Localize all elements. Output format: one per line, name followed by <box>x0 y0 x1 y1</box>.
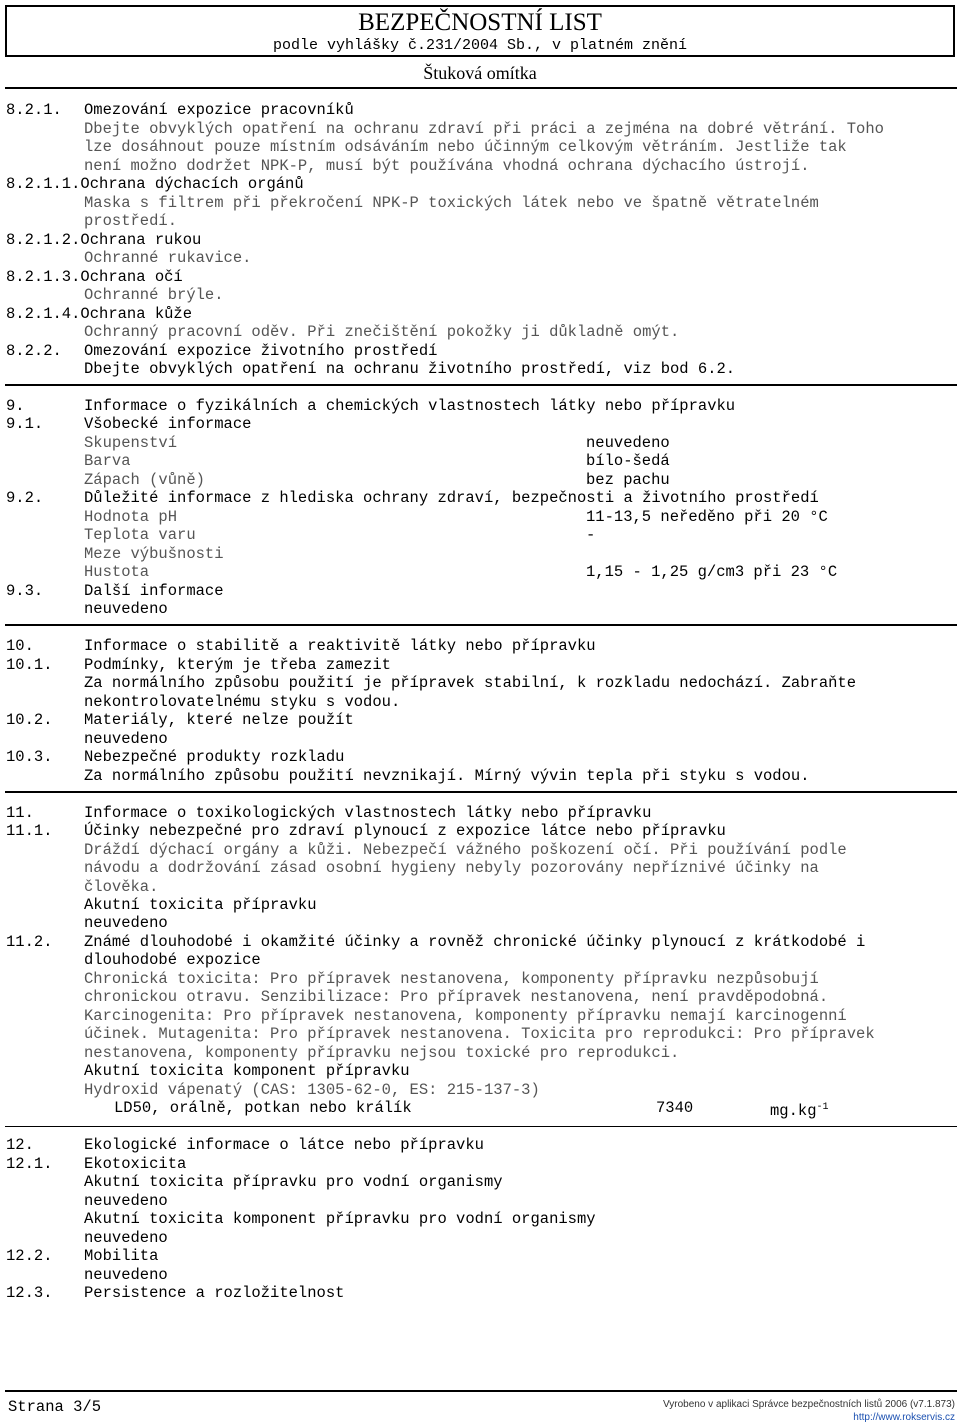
section-text: Chronická toxicita: Pro přípravek nestanovena, komponenty přípravku nezpůsobují <box>84 970 819 988</box>
section-number: 8.2.1. <box>6 101 62 119</box>
product-name: Štuková omítka <box>423 63 537 83</box>
section-text: Ochranné brýle. <box>84 286 224 304</box>
section-text: Maska s filtrem při překročení NPK-P toxických látek nebo ve špatně větratelném <box>84 194 819 212</box>
section-number: 12.1. <box>6 1155 53 1173</box>
footer-link[interactable]: http://www.rokservis.cz <box>853 1412 955 1423</box>
section-heading: Důležité informace z hlediska ochrany zdraví, bezpečnosti a životního prostředí <box>84 489 819 507</box>
section-number: 12. <box>6 1136 34 1154</box>
section-text: člověka. <box>84 878 159 896</box>
section-text: Za normálního způsobu použití nevznikají. Mírný vývin tepla při styku s vodou. <box>84 767 810 785</box>
footer-credit <box>663 1398 955 1424</box>
section-number: 10.1. <box>6 656 53 674</box>
section-heading: Nebezpečné produkty rozkladu <box>84 748 345 766</box>
property-value: bez pachu <box>586 471 670 489</box>
section-text: neuvedeno <box>84 1192 168 1210</box>
section-text: neuvedeno <box>84 730 168 748</box>
section-text: Dráždí dýchací orgány a kůži. Nebezpečí vážného poškození očí. Při používání podle <box>84 841 847 859</box>
section-text: Dbejte obvyklých opatření na ochranu životního prostředí, viz bod 6.2. <box>84 360 736 378</box>
document-header <box>5 5 955 57</box>
section-number: 10.2. <box>6 711 53 729</box>
ld50-value: 7340 <box>656 1099 694 1117</box>
ld50-unit: $mg.kg^{-1}$ <box>770 1102 829 1121</box>
section-number: 12.2. <box>6 1247 53 1265</box>
section-text: neuvedeno <box>84 1266 168 1284</box>
section-text: návodu a dodržování zásad osobní hygieny nebyly pozorovány nepříznivé účinky na <box>84 859 819 877</box>
section-number: 9.2. <box>6 489 44 507</box>
section-heading: Podmínky, kterým je třeba zamezit <box>84 656 391 674</box>
subsection-heading: Akutní toxicita přípravku <box>84 896 317 914</box>
section-text: nekontrolovatelnému styku s vodou. <box>84 693 401 711</box>
section-number: 9.1. <box>6 415 44 433</box>
section-heading: 8.2.1.2.Ochrana rukou <box>6 231 202 249</box>
property-label: Skupenství <box>84 434 178 452</box>
property-label: Hodnota pH <box>84 508 178 526</box>
section-text: Ochranný pracovní oděv. Při znečištění pokožky ji důkladně omýt. <box>84 323 680 341</box>
section-text: neuvedeno <box>84 914 168 932</box>
property-label: Teplota varu <box>84 526 196 544</box>
section-divider <box>5 791 957 793</box>
document-title: BEZPEČNOSTNÍ LIST <box>358 9 602 36</box>
property-label: Hustota <box>84 563 150 581</box>
section-heading: Materiály, které nelze použít <box>84 711 354 729</box>
section-number: 8.2.2. <box>6 342 62 360</box>
section-heading: Omezování expozice pracovníků <box>84 101 354 119</box>
header-divider <box>5 87 957 89</box>
section-divider <box>5 1126 957 1127</box>
generator-text: Vyrobeno v aplikaci Správce bezpečnostních listů 2006 (v7.1.873) <box>662 1399 955 1410</box>
section-heading: Omezování expozice životního prostředí <box>84 342 438 360</box>
section-text: prostředí. <box>84 212 178 230</box>
section-heading: Všobecké informace <box>84 415 252 433</box>
section-number: 12.3. <box>6 1284 53 1302</box>
document-subtitle: podle vyhlášky č.231/2004 Sb., v platném znění <box>272 37 688 54</box>
section-text: chronickou otravu. Senzibilizace: Pro přípravek nestanovena, není pravděpodobná. <box>84 988 829 1006</box>
property-label: Barva <box>84 452 131 470</box>
section-number: 11.2. <box>6 933 53 951</box>
subsection-heading: Akutní toxicita komponent přípravku pro vodní organismy <box>84 1210 596 1228</box>
section-heading: Informace o stabilitě a reaktivitě látky nebo přípravku <box>84 637 596 655</box>
section-heading: Mobilita <box>84 1247 159 1265</box>
section-heading: Ekologické informace o látce nebo přípravku <box>84 1136 484 1154</box>
section-number: 11. <box>6 804 34 822</box>
section-number: 9.3. <box>6 582 44 600</box>
section-heading: Informace o toxikologických vlastnostech látky nebo přípravku <box>84 804 652 822</box>
section-heading: 8.2.1.4.Ochrana kůže <box>6 305 193 323</box>
section-text: Dbejte obvyklých opatření na ochranu zdraví při práci a zejména na dobré větrání. Toho <box>84 120 884 138</box>
subsection-heading: Akutní toxicita komponent přípravku <box>84 1062 410 1080</box>
property-value: bílo-šedá <box>586 452 670 470</box>
section-number: 11.1. <box>6 822 53 840</box>
property-value: - <box>586 526 596 544</box>
component-name: Hydroxid vápenatý (CAS: 1305-62-0, ES: 215-137-3) <box>84 1081 540 1099</box>
section-text: nestanovena, komponenty přípravku nejsou toxické pro reprodukci. <box>84 1044 680 1062</box>
ld50-label: LD50, orálně, potkan nebo králík <box>114 1099 412 1117</box>
section-text: neuvedeno <box>84 600 168 618</box>
section-text: Ochranné rukavice. <box>84 249 252 267</box>
footer-divider <box>5 1390 957 1392</box>
section-heading: Účinky nebezpečné pro zdraví plynoucí z expozice látce nebo přípravku <box>84 822 726 840</box>
subsection-heading: Akutní toxicita přípravku pro vodní organismy <box>84 1173 503 1191</box>
section-heading: Informace o fyzikálních a chemických vlastnostech látky nebo přípravku <box>84 397 736 415</box>
section-text: neuvedeno <box>84 1229 168 1247</box>
page-number: Strana 3/5 <box>8 1398 102 1416</box>
section-heading: dlouhodobé expozice <box>84 951 261 969</box>
section-number: 10. <box>6 637 34 655</box>
property-label: Zápach (vůně) <box>84 471 205 489</box>
property-value: 1,15 - 1,25 g/cm3 při 23 °C <box>586 563 838 581</box>
section-text: Karcinogenita: Pro přípravek nestanovena, komponenty přípravku nemají karcinogenní <box>84 1007 847 1025</box>
section-text: účinek. Mutagenita: Pro přípravek nestanovena. Toxicita pro reprodukci: Pro přípravek <box>84 1025 875 1043</box>
section-heading: 8.2.1.1.Ochrana dýchacích orgánů <box>6 175 304 193</box>
section-text: Za normálního způsobu použití je přípravek stabilní, k rozkladu nedochází. Zabraňte <box>84 674 857 692</box>
section-heading: Persistence a rozložitelnost <box>84 1284 345 1302</box>
property-value: neuvedeno <box>586 434 670 452</box>
property-label: Meze výbušnosti <box>84 545 224 563</box>
section-divider <box>5 384 957 386</box>
section-text: lze dosáhnout pouze místním odsáváním nebo účinným celkovým větráním. Jestliže tak <box>84 138 847 156</box>
section-text: není možno dodržet NPK-P, musí být používána vhodná ochrana dýchacího ústrojí. <box>84 157 810 175</box>
section-number: 9. <box>6 397 25 415</box>
section-heading: Ekotoxicita <box>84 1155 187 1173</box>
section-number: 10.3. <box>6 748 53 766</box>
section-heading: 8.2.1.3.Ochrana očí <box>6 268 183 286</box>
section-heading: Známé dlouhodobé i okamžité účinky a rovněž chronické účinky plynoucí z krátkodobé i <box>84 933 866 951</box>
section-divider <box>5 624 957 626</box>
section-heading: Další informace <box>84 582 224 600</box>
property-value: 11-13,5 neředěno při 20 °C <box>586 508 828 526</box>
